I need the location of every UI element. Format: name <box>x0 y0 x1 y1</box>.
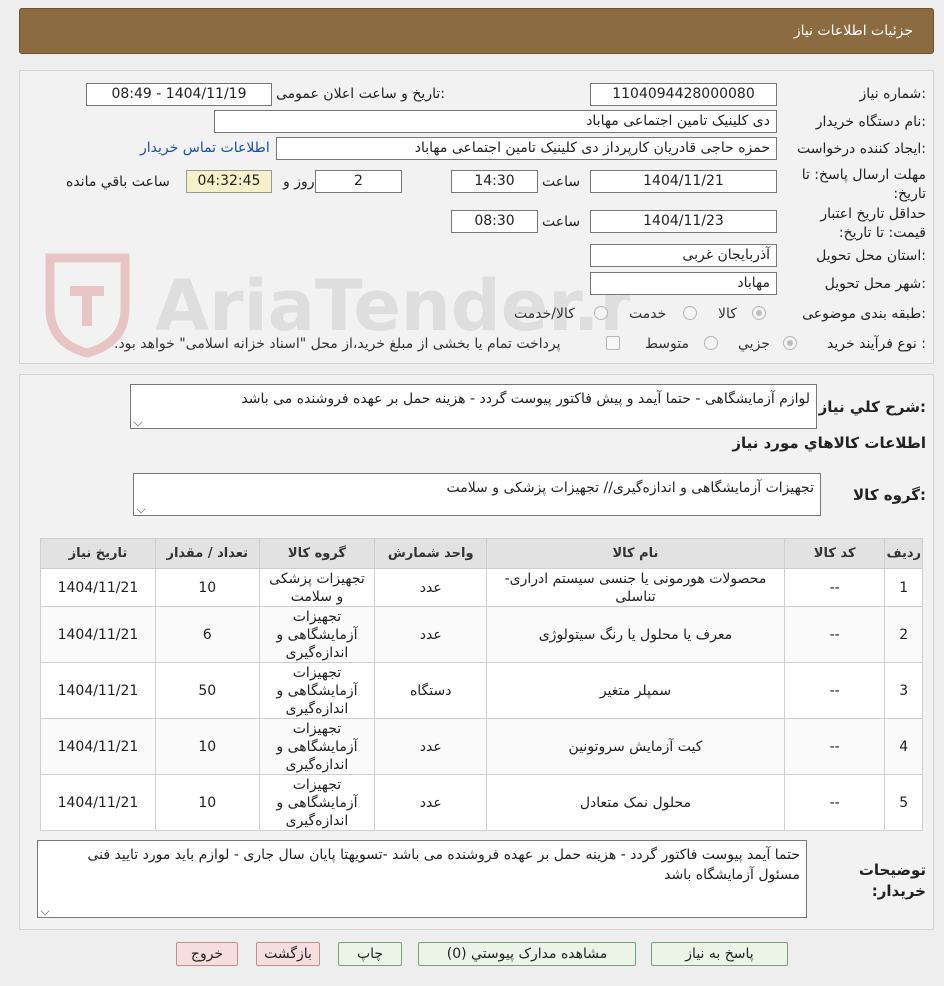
category-radio-service[interactable] <box>683 306 697 320</box>
cell-group: تجهیزات آزمایشگاهی و اندازه‌گیری <box>259 607 375 663</box>
buyer-org-field[interactable]: دی کلینیک تامین اجتماعی مهاباد <box>214 110 777 133</box>
requester-label: ایجاد کننده درخواست: <box>797 141 926 157</box>
reply-button[interactable]: پاسخ به نیاز <box>651 942 788 966</box>
page-header <box>19 8 934 54</box>
goods-group-textarea[interactable] <box>133 473 821 516</box>
items-table <box>40 538 923 831</box>
col-header-code: کد کالا <box>784 539 885 569</box>
process-radio-minor[interactable] <box>783 336 797 350</box>
cell-qty: 10 <box>155 775 259 831</box>
cell-code: -- <box>784 569 885 607</box>
cell-group: تجهیزات آزمایشگاهی و اندازه‌گیری <box>259 719 375 775</box>
cell-unit: عدد <box>375 719 487 775</box>
table-row[interactable] <box>41 607 923 663</box>
cell-unit: عدد <box>375 569 487 607</box>
cell-name: محصولات هورمونی یا جنسی سیستم ادراری-تناسلی <box>487 569 785 607</box>
table-row[interactable] <box>41 569 923 607</box>
category-option-goods: کالا <box>718 306 737 322</box>
need-number-label: شماره نیاز: <box>859 86 926 102</box>
goods-group-label: گروه کالا: <box>853 486 926 504</box>
cell-group: تجهیزات پزشکی و سلامت <box>259 569 375 607</box>
buyer-notes-textarea[interactable] <box>37 840 807 918</box>
table-row[interactable] <box>41 663 923 719</box>
validity-date-field[interactable]: 1404/11/23 <box>590 210 777 233</box>
cell-date: 1404/11/21 <box>41 607 156 663</box>
cell-date: 1404/11/21 <box>41 719 156 775</box>
cell-date: 1404/11/21 <box>41 569 156 607</box>
description-label: شرح کلي نياز: <box>818 398 926 416</box>
category-radio-both[interactable] <box>594 306 608 320</box>
cell-date: 1404/11/21 <box>41 663 156 719</box>
validity-label: حداقل تاریخ اعتبار قیمت: تا تاریخ: <box>820 206 926 241</box>
cell-code: -- <box>784 663 885 719</box>
buyer-contact-link[interactable]: اطلاعات تماس خریدار <box>140 140 270 156</box>
cell-index: 5 <box>885 775 923 831</box>
cell-name: محلول نمک متعادل <box>487 775 785 831</box>
category-radio-goods[interactable] <box>752 306 766 320</box>
buyer-notes-text: حتما آیمد پیوست فاکتور گردد - هزینه حمل بر عهده فروشنده می باشد -تسویهتا پایان سال جاری - لوازم باید مورد تایید فنی مسئول آزمایشگاه باشد <box>87 847 800 883</box>
treasury-checkbox[interactable] <box>606 336 620 350</box>
cell-index: 1 <box>885 569 923 607</box>
announce-label: تاریخ و ساعت اعلان عمومی: <box>276 86 445 102</box>
cell-group: تجهیزات آزمایشگاهی و اندازه‌گیری <box>259 663 375 719</box>
cell-code: -- <box>784 607 885 663</box>
cell-name: معرف یا محلول یا رنگ سیتولوژی <box>487 607 785 663</box>
cell-code: -- <box>784 719 885 775</box>
buyer-notes-label: توضیحات خریدار: <box>858 861 926 900</box>
deadline-date-field[interactable]: 1404/11/21 <box>590 170 777 193</box>
cell-group: تجهیزات آزمایشگاهی و اندازه‌گیری <box>259 775 375 831</box>
description-text: لوازم آزمایشگاهی - حتما آیمد و پیش فاکتور پیوست گردد - هزینه حمل بر عهده فروشنده می باشد <box>241 391 810 407</box>
process-label: نوع فرآیند خرید : <box>827 336 926 352</box>
back-button[interactable]: بازگشت <box>256 942 320 966</box>
table-header-row <box>41 539 923 569</box>
category-label: طبقه بندی موضوعی: <box>802 306 926 322</box>
category-option-both: کالا/خدمت <box>514 306 575 322</box>
table-row[interactable] <box>41 719 923 775</box>
buyer-org-label: نام دستگاه خریدار: <box>815 114 926 130</box>
print-button[interactable]: چاپ <box>338 942 402 966</box>
deadline-time-label: ساعت <box>542 174 581 190</box>
process-radio-medium[interactable] <box>704 336 718 350</box>
goods-section-title: اطلاعات کالاهاي مورد نياز <box>732 434 926 452</box>
remaining-label: ساعت باقي مانده <box>66 174 170 190</box>
city-field[interactable]: مهاباد <box>590 272 777 295</box>
col-header-name: نام کالا <box>487 539 785 569</box>
days-field[interactable]: 2 <box>315 170 402 193</box>
exit-button[interactable]: خروج <box>176 942 238 966</box>
cell-name: سمپلر متغیر <box>487 663 785 719</box>
cell-unit: دستگاه <box>375 663 487 719</box>
cell-unit: عدد <box>375 607 487 663</box>
cell-index: 3 <box>885 663 923 719</box>
cell-qty: 10 <box>155 719 259 775</box>
process-option-medium: متوسط <box>645 336 689 352</box>
cell-qty: 10 <box>155 569 259 607</box>
view-attachments-button[interactable]: مشاهده مدارک پیوستي (0) <box>418 942 636 966</box>
col-header-group: گروه کالا <box>259 539 375 569</box>
col-header-index: ردیف <box>885 539 923 569</box>
remaining-time-field: 04:32:45 <box>186 170 272 193</box>
process-option-minor: جزیي <box>738 336 770 352</box>
cell-unit: عدد <box>375 775 487 831</box>
province-label: استان محل تحویل: <box>816 248 926 264</box>
requester-field[interactable]: حمزه حاجی قادریان کارپرداز دی کلینیک تامین اجتماعی مهاباد <box>276 137 777 160</box>
cell-index: 4 <box>885 719 923 775</box>
category-option-service: خدمت <box>629 306 667 322</box>
cell-index: 2 <box>885 607 923 663</box>
goods-group-text: تجهیزات آزمایشگاهی و اندازه‌گیری// تجهیزات پزشکی و سلامت <box>446 480 814 496</box>
deadline-time-field[interactable]: 14:30 <box>451 170 538 193</box>
description-textarea[interactable] <box>130 384 817 429</box>
resize-grip-icon[interactable] <box>40 906 49 915</box>
validity-time-label: ساعت <box>542 214 581 230</box>
col-header-date: تاریخ نیاز <box>41 539 156 569</box>
cell-name: کیت آزمایش سروتونین <box>487 719 785 775</box>
cell-qty: 6 <box>155 607 259 663</box>
province-field[interactable]: آذربایجان غربی <box>590 244 777 267</box>
payment-note: پرداخت تمام یا بخشی از مبلغ خرید،از محل "اسناد خزانه اسلامی" خواهد بود. <box>114 336 561 352</box>
table-row[interactable] <box>41 775 923 831</box>
col-header-unit: واحد شمارش <box>375 539 487 569</box>
city-label: شهر محل تحویل: <box>824 276 926 292</box>
cell-code: -- <box>784 775 885 831</box>
col-header-qty: تعداد / مقدار <box>155 539 259 569</box>
need-number-field[interactable]: 1104094428000080 <box>590 83 777 106</box>
announce-field[interactable]: 1404/11/19 - 08:49 <box>86 83 272 106</box>
cell-date: 1404/11/21 <box>41 775 156 831</box>
resize-grip-icon[interactable] <box>136 504 145 513</box>
days-label: روز و <box>283 174 315 190</box>
deadline-label: مهلت ارسال پاسخ: تا تاریخ: <box>801 167 926 202</box>
validity-time-field[interactable]: 08:30 <box>451 210 538 233</box>
page-title: جزئیات اطلاعات نیاز <box>793 23 913 39</box>
resize-grip-icon[interactable] <box>133 417 142 426</box>
cell-qty: 50 <box>155 663 259 719</box>
